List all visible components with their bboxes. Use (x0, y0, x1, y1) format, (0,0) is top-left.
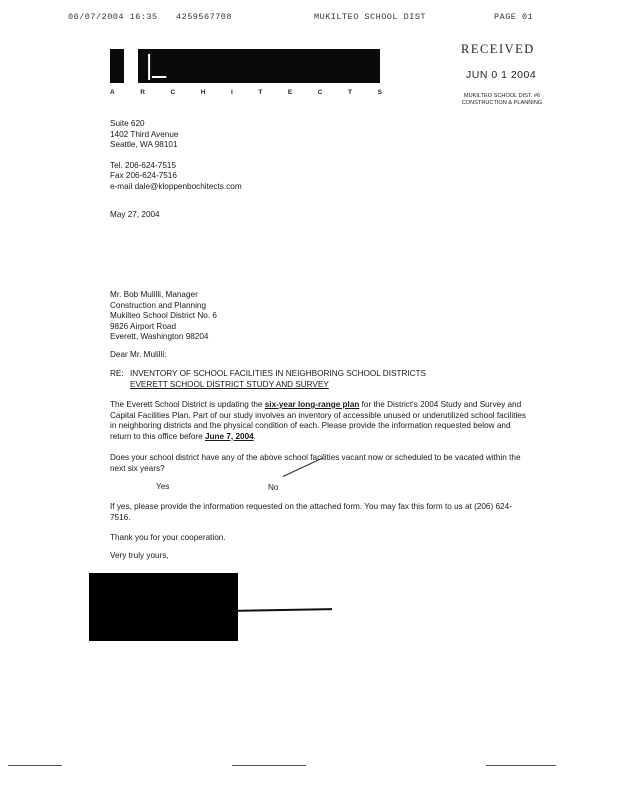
recipient-line: Mukilteo School District No. 6 (110, 311, 217, 320)
subject-line: EVERETT SCHOOL DISTRICT STUDY AND SURVEY (130, 379, 329, 389)
received-stamp: RECEIVED (461, 42, 535, 56)
stamp-org-line: MUKILTEO SCHOOL DIST. #6 (463, 93, 541, 99)
recipient-line: Everett, Washington 98204 (110, 332, 209, 341)
subject-block (130, 369, 426, 390)
paragraph-text: for the District's 2004 Study and Survey and Capital Facilities Plan. Part of our study involves an inventory of accessible unused or underutilized school facilities in neighboring districts and the physical condition of each. Please provide the information requested below and return to this office before (110, 400, 526, 441)
paragraph-text: . (253, 431, 256, 441)
logo-letter: C (317, 89, 323, 96)
telephone: Tel. 206-624-7515 (110, 160, 177, 170)
deadline-date: June 7, 2004 (204, 431, 254, 441)
logo-letter: T (348, 89, 353, 96)
recipient-line: 9826 Airport Road (110, 321, 176, 331)
logo-letter: H (200, 89, 206, 96)
logo-letter: C (170, 89, 176, 96)
question-paragraph: Does your school district have any of the above school facilities vacant now or scheduled to be vacated within the next six years? (110, 453, 521, 473)
no-option: No (268, 483, 279, 492)
address-line: 1402 Third Avenue (110, 129, 179, 139)
stamp-org-line: CONSTRUCTION & PLANNING (461, 100, 543, 106)
address-line: Suite 620 (110, 119, 145, 128)
logo-wordmark (110, 89, 382, 96)
logo-notch (124, 49, 138, 83)
logo-letter: A (110, 89, 115, 96)
fax-instruction: If yes, please provide the information requested on the attached form. You may fax this form to us at (206) 624-7516. (110, 502, 512, 522)
thanks-line: Thank you for your cooperation. (110, 533, 226, 542)
recipient-line: Construction and Planning (110, 300, 207, 310)
redacted-signature (89, 573, 238, 641)
logo-letter: S (377, 89, 382, 96)
letter-date: May 27, 2004 (110, 210, 160, 219)
fax-number: 4259567708 (176, 12, 233, 22)
fax-datetime: 06/07/2004 16:35 (68, 12, 158, 22)
paragraph-text: The Everett School District is updating the (110, 400, 265, 409)
stamp-organization (446, 93, 558, 107)
subject-line: INVENTORY OF SCHOOL FACILITIES IN NEIGHBORING SCHOOL DISTRICTS (130, 369, 427, 378)
emphasis-text: six-year long-range plan (264, 400, 360, 409)
signature-line (232, 608, 332, 611)
closing-line: Very truly yours, (110, 551, 169, 560)
footer-mark (8, 765, 62, 766)
recipient-line: Mr. Bob Mulilli, Manager (110, 290, 198, 299)
fax-page: PAGE 01 (494, 12, 534, 22)
yes-option: Yes (156, 482, 170, 491)
email-line: e-mail dale@kloppenbochitects.com (110, 181, 242, 191)
address-line: Seattle, WA 98101 (110, 140, 178, 149)
received-date: JUN 0 1 2004 (466, 69, 537, 81)
sender-address (110, 119, 242, 192)
footer-mark (486, 765, 556, 766)
logo-letter: R (140, 89, 145, 96)
fax-sender: MUKILTEO SCHOOL DIST (314, 12, 427, 22)
subject-prefix: RE: (110, 369, 124, 378)
salutation: Dear Mr. Mulilli: (110, 350, 167, 359)
logo-mark: |_ (146, 50, 167, 81)
recipient-address (110, 290, 217, 343)
footer-mark (232, 765, 306, 766)
logo-letter: I (231, 89, 233, 96)
fax-line: Fax 206-624-7516 (110, 171, 177, 180)
body-paragraph (110, 400, 530, 442)
logo-letter: T (258, 89, 263, 96)
logo-letter: E (287, 89, 293, 96)
